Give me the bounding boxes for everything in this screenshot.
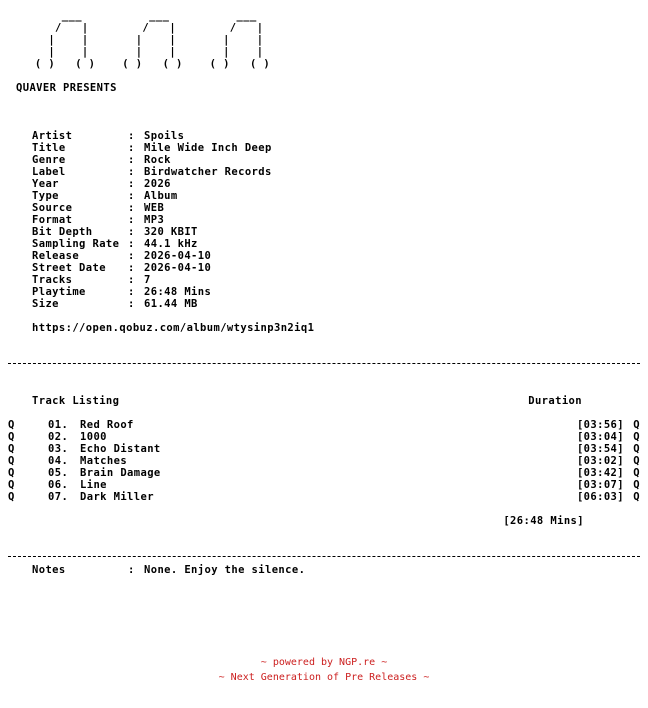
info-value: 44.1 kHz xyxy=(144,238,198,250)
info-key: Size xyxy=(32,298,59,310)
info-row: Format : MP3 xyxy=(8,214,640,226)
info-key: Tracks xyxy=(32,274,73,286)
info-row: Type : Album xyxy=(8,190,640,202)
footer-powered-by: ~ powered by NGP.re ~ xyxy=(260,657,388,668)
info-value: 2026 xyxy=(144,178,171,190)
info-row: Playtime : 26:48 Mins xyxy=(8,286,640,298)
track-row xyxy=(8,455,640,467)
notes-row: Notes : None. Enjoy the silence. xyxy=(8,564,640,576)
track-row xyxy=(8,491,640,503)
track-name: Echo Distant xyxy=(80,443,161,455)
info-key: Street Date xyxy=(32,262,106,274)
track-duration: [03:42] xyxy=(576,467,624,479)
info-value: 26:48 Mins xyxy=(144,286,212,298)
info-row: Street Date : 2026-04-10 xyxy=(8,262,640,274)
track-number: 05. xyxy=(48,467,69,479)
track-number: 01. xyxy=(48,419,69,431)
info-row: Release : 2026-04-10 xyxy=(8,250,640,262)
divider xyxy=(8,556,640,558)
nfo-document xyxy=(8,10,640,576)
info-value: Birdwatcher Records xyxy=(144,166,272,178)
info-key: Release xyxy=(32,250,80,262)
track-marker: Q xyxy=(633,455,640,467)
footer-tagline: ~ Next Generation of Pre Releases ~ xyxy=(218,672,430,683)
info-key: Title xyxy=(32,142,66,154)
track-name: Line xyxy=(80,479,107,491)
track-duration: [03:54] xyxy=(576,443,624,455)
track-row xyxy=(8,467,640,479)
track-marker: Q xyxy=(8,419,15,431)
info-row: Size : 61.44 MB xyxy=(8,298,640,310)
info-key: Year xyxy=(32,178,59,190)
track-marker: Q xyxy=(8,479,15,491)
track-row xyxy=(8,443,640,455)
track-marker: Q xyxy=(633,491,640,503)
track-row xyxy=(8,431,640,443)
info-row: Genre : Rock xyxy=(8,154,640,166)
track-marker: Q xyxy=(633,479,640,491)
info-value: Rock xyxy=(144,154,171,166)
track-marker: Q xyxy=(633,419,640,431)
info-row: Title : Mile Wide Inch Deep xyxy=(8,142,640,154)
info-table xyxy=(8,130,640,310)
info-row: Bit Depth : 320 KBIT xyxy=(8,226,640,238)
info-row: Label : Birdwatcher Records xyxy=(8,166,640,178)
info-row: Tracks : 7 xyxy=(8,274,640,286)
info-key: Label xyxy=(32,166,66,178)
track-number: 07. xyxy=(48,491,69,503)
tracklist-heading: Track Listing xyxy=(32,395,120,407)
track-duration: [03:56] xyxy=(576,419,624,431)
track-duration: [03:07] xyxy=(576,479,624,491)
track-duration: [06:03] xyxy=(576,491,624,503)
info-row: Sampling Rate : 44.1 kHz xyxy=(8,238,640,250)
track-marker: Q xyxy=(633,467,640,479)
track-marker: Q xyxy=(8,467,15,479)
info-value: 2026-04-10 xyxy=(144,262,212,274)
track-number: 03. xyxy=(48,443,69,455)
track-marker: Q xyxy=(8,431,15,443)
divider xyxy=(8,363,640,365)
track-marker: Q xyxy=(633,443,640,455)
info-row: Year : 2026 xyxy=(8,178,640,190)
tracklist-header xyxy=(8,395,640,407)
info-key: Type xyxy=(32,190,59,202)
info-value: 61.44 MB xyxy=(144,298,198,310)
info-key: Bit Depth xyxy=(32,226,93,238)
track-name: Dark Miller xyxy=(80,491,154,503)
info-value: Mile Wide Inch Deep xyxy=(144,142,272,154)
album-url-link[interactable]: https://open.qobuz.com/album/wtysinp3n2iq1 xyxy=(32,322,315,334)
info-key: Playtime xyxy=(32,286,86,298)
info-key: Sampling Rate xyxy=(32,238,120,250)
track-marker: Q xyxy=(633,431,640,443)
track-row xyxy=(8,479,640,491)
track-marker: Q xyxy=(8,491,15,503)
track-name: Brain Damage xyxy=(80,467,161,479)
notes-value: None. Enjoy the silence. xyxy=(144,564,306,576)
info-value: Album xyxy=(144,190,178,202)
duration-heading: Duration xyxy=(528,395,582,407)
info-key: Format xyxy=(32,214,73,226)
info-key: Source xyxy=(32,202,73,214)
info-row: Artist : Spoils xyxy=(8,130,640,142)
info-value: 2026-04-10 xyxy=(144,250,212,262)
total-playtime: [26:48 Mins] xyxy=(503,515,584,527)
presenter-label: QUAVER PRESENTS xyxy=(16,82,117,94)
notes-key: Notes xyxy=(32,564,66,576)
track-name: 1000 xyxy=(80,431,107,443)
logo-art: ___ ___ ___ / | / | / | | | | | | | | | | | | | ( ) ( ) ( ) ( ) ( ) ( ) xyxy=(34,10,271,70)
info-value: 7 xyxy=(144,274,151,286)
info-value: Spoils xyxy=(144,130,185,142)
info-value: 320 KBIT xyxy=(144,226,198,238)
info-key: Artist xyxy=(32,130,73,142)
track-number: 02. xyxy=(48,431,69,443)
info-key: Genre xyxy=(32,154,66,166)
footer xyxy=(0,655,648,685)
track-number: 06. xyxy=(48,479,69,491)
info-row: Source : WEB xyxy=(8,202,640,214)
track-name: Matches xyxy=(80,455,128,467)
track-marker: Q xyxy=(8,455,15,467)
track-list xyxy=(8,419,640,503)
track-name: Red Roof xyxy=(80,419,134,431)
track-duration: [03:04] xyxy=(576,431,624,443)
track-duration: [03:02] xyxy=(576,455,624,467)
info-value: MP3 xyxy=(144,214,165,226)
track-number: 04. xyxy=(48,455,69,467)
track-row xyxy=(8,419,640,431)
info-value: WEB xyxy=(144,202,165,214)
track-marker: Q xyxy=(8,443,15,455)
